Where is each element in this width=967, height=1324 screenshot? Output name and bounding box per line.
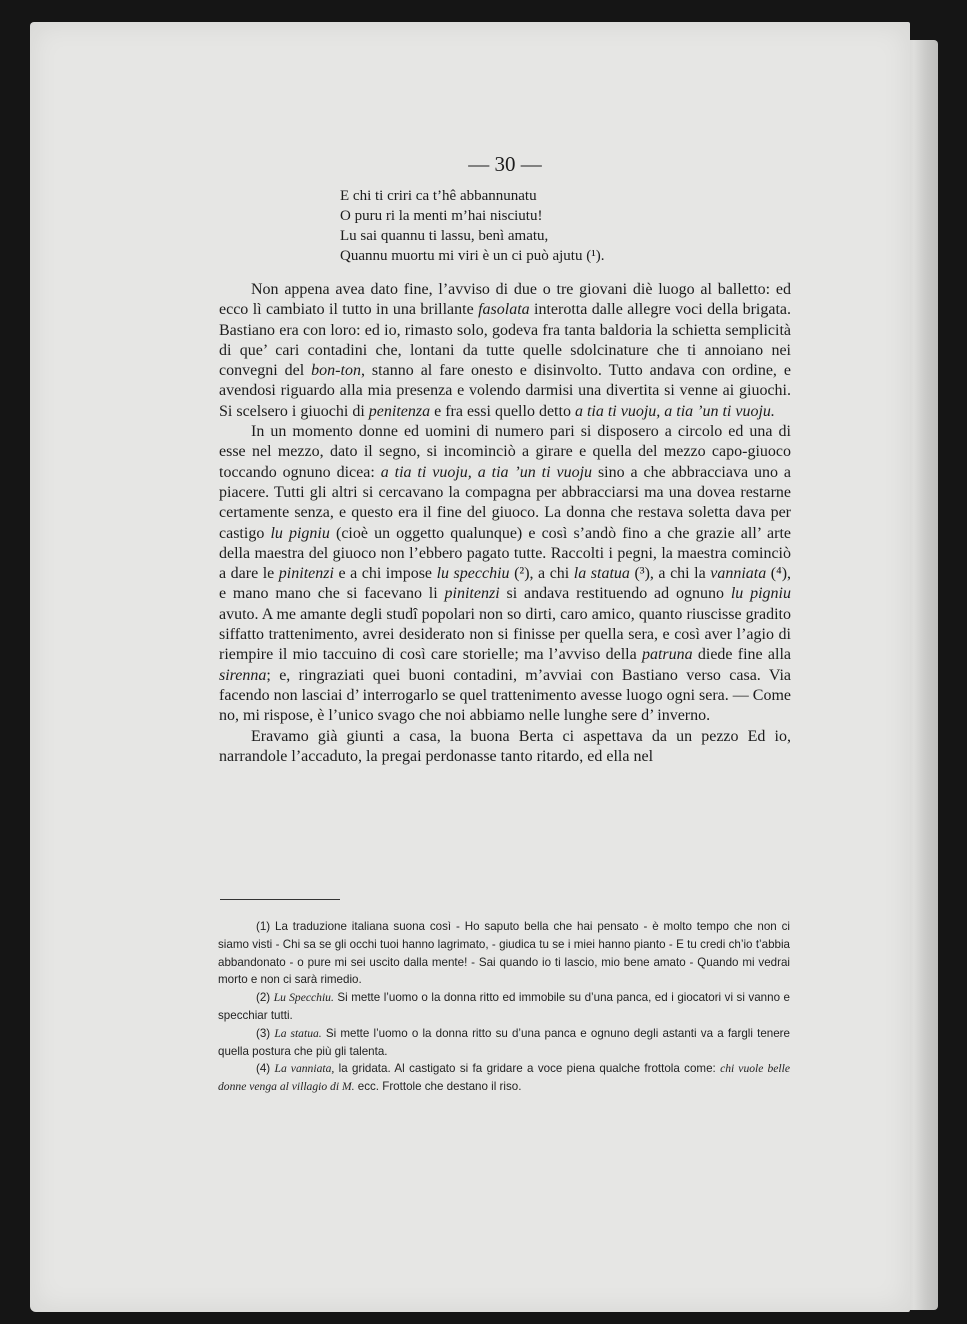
italic-text: lu pigniu (270, 524, 330, 542)
text-run: (²), a chi (509, 565, 574, 583)
italic-text: a tia ti vuoju, a tia ’un ti vuoju (380, 463, 593, 481)
footnote-divider (220, 899, 340, 900)
text-run: ; e, ringraziati quei buoni contadini, m’avviai con Bastiano verso casa. Via facendo non lasciai d’ interrogarlo se quel trattenimento avesse luogo ogni sera. — Come no, mi rispose, è l’unico svago che noi abbiamo nelle lunghe sere d’ inverno. (219, 666, 791, 725)
italic-text: La vanniata, (274, 1062, 335, 1076)
footnote (218, 918, 790, 989)
italic-text: pinitenzi (278, 565, 334, 583)
text-run: (4) (256, 1062, 275, 1076)
text-run: ecc. Frottole che destano il riso. (354, 1080, 522, 1094)
paragraph (219, 422, 791, 726)
text-run: (³), a chi la (629, 565, 711, 583)
text-run: si andava restituendo ad ognuno (499, 585, 731, 603)
text-run: e fra essi quello detto (430, 402, 575, 420)
page-number: — 30 — (468, 152, 542, 176)
paragraph (219, 727, 791, 768)
italic-text: penitenza (368, 402, 431, 420)
italic-text: lu specchiu (436, 565, 510, 583)
text-run: (3) (256, 1026, 275, 1040)
italic-text: fasolata (478, 301, 530, 319)
verse-line: E chi ti criri ca t’hê abbannunatu (340, 188, 537, 204)
footnote (218, 1025, 790, 1061)
text-run: (2) (256, 991, 274, 1005)
verse-line: Lu sai quannu ti lassu, benì amatu, (340, 228, 549, 244)
text-run: Non appena avea dato fine, l’avviso di due o tre giovani diè luogo al balletto: ed ecco lì cambiato il tutto in una brillante (219, 281, 791, 319)
text-run: Si mette l’uomo o la donna ritto ed immobile su d’una panca, ed i giocatori vi si vanno e specchiar tutti. (218, 991, 790, 1022)
text-run: Si mette l’uomo o la donna ritto su d’una panca e ognuno degli astanti va a fargli tenere quella postura che più gli talenta. (218, 1026, 790, 1058)
footnote (218, 989, 790, 1025)
italic-text: bon-ton (311, 362, 361, 380)
italic-text: patruna (641, 646, 693, 664)
text-run: e a chi impose (333, 565, 437, 583)
text-run: (⁴), e mano mano che si facevano li (219, 565, 792, 603)
text-run: la gridata. Al castigato si fa gridare a voce piena qualche frottola come: (334, 1062, 721, 1076)
text-run: sino a che abbracciava uno a piacere. Tutti gli altri si cercavano la compagna per abbracciarsi ma una dovea restarne certamente senza, e questo era il fine del giuoco. La donna che restava soletta dava per castigo (219, 463, 791, 542)
body-text (219, 280, 791, 767)
verse-block (340, 186, 700, 266)
italic-text: La statua. (274, 1026, 322, 1040)
verse-line: O puru ri la menti m’hai nisciutu! (340, 208, 543, 224)
footnote (218, 1060, 790, 1096)
text-run: diede fine alla (692, 646, 791, 664)
text-run: interotta dalle allegre voci della brigata. Bastiano era con loro: ed io, rimasto solo, godeva fra tanta baldoria la schietta semplicità di que’ cari contadini che, lontani da tutte quelle sdolcinature che ti annoiano nei convegni del (219, 301, 791, 380)
text-run: (1) La traduzione italiana suona così - Ho saputo bella che hai pensato - è molto tempo che non ci siamo visti - Chi sa se gli occhi tuoi hanno lagrimato, - giudica tu se i miei hanno pianto - E tu credi ch’io t’abbia abbandonato - o pure mi sei uscito dalla mente! - Sai quando io ti lascio, mio bene amato - Quando mi vedrai morto e non ci sarà rimedio. (218, 920, 790, 987)
italic-text: a tia ti vuoju, a tia ’un ti vuoju. (574, 402, 775, 420)
italic-text: chi vuole belle donne venga al villagio di M. (218, 1062, 790, 1094)
paragraph (219, 280, 791, 422)
italic-text: la statua (573, 565, 630, 583)
text-run: avuto. A me amante degli studî popolari non so dirti, caro amico, quanto riuscisse gradito siffatto trattenimento, avrei desiderato non si finisse per quella sera, e così aver l’agio di riempire il mio taccuino di così care storielle; ma l’avviso della (219, 605, 791, 664)
text-run: Eravamo già giunti a casa, la buona Berta ci aspettava da un pezzo Ed io, narrandole l’accaduto, la pregai perdonasse tanto ritardo, ed ella nel (219, 727, 791, 765)
italic-text: sirenna (219, 666, 267, 684)
italic-text: lu pigniu (730, 585, 791, 603)
text-run: (cioè un oggetto qualunque) e così s’andò fino a che grazie all’ arte della maestra del giuoco non l’ebbero pagato tutte. Raccolti i pegni, la maestra cominciò a dare le (219, 524, 792, 583)
italic-text: Lu Specchiu. (273, 991, 334, 1005)
text-run: , stanno al fare onesto e disinvolto. Tutto andava con ordine, e avendosi riguardo alla mia presenza e volendo darmisi una divertita si venne ai giuochi. Si scelsero i giuochi di (219, 362, 791, 420)
footnotes (218, 918, 790, 1096)
italic-text: pinitenzi (444, 585, 500, 603)
text-run: In un momento donne ed uomini di numero pari si disposero a circolo ed una di esse nel mezzo, dato il segno, si incominciò a girare e quella del mezzo capo-giuoco toccando ognuno dicea: (219, 423, 791, 481)
italic-text: vanniata (710, 565, 767, 583)
verse-line: Quannu muortu mi viri è un ci può ajutu (¹). (340, 248, 605, 264)
